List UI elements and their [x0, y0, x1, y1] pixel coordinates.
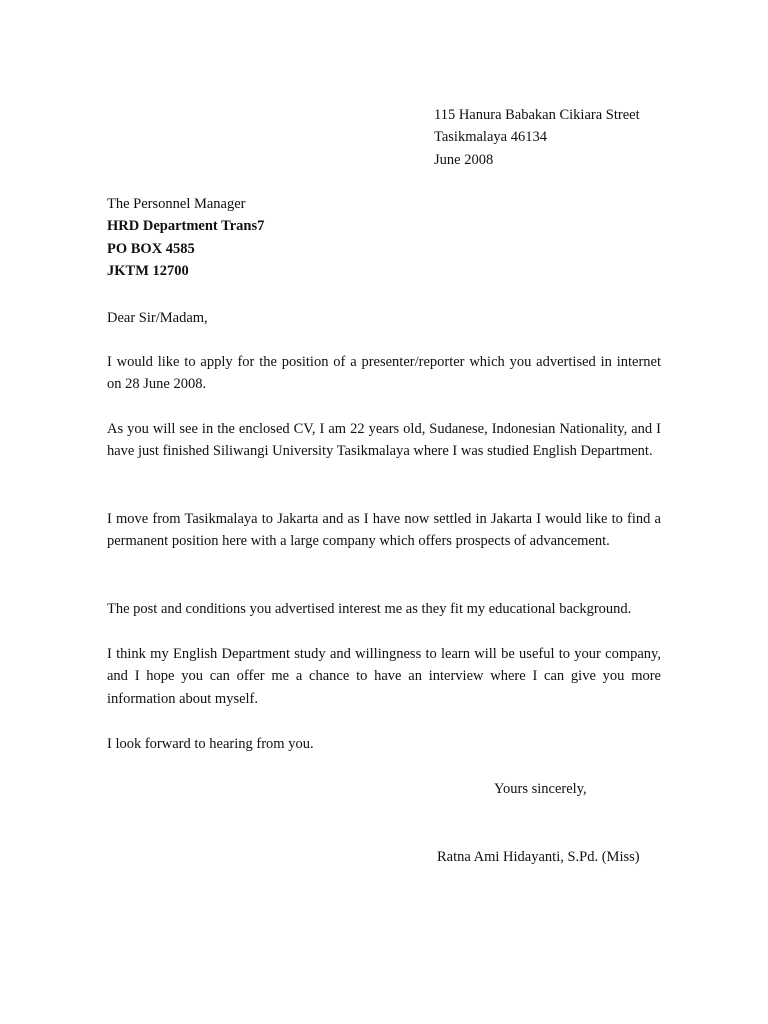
body-paragraph: As you will see in the enclosed CV, I am 22 years old, Sudanese, Indonesian Nationality, and I have just finished Siliwangi University Tasikmalaya where I was studied English Department. [107, 421, 661, 460]
body-paragraph: The post and conditions you advertised interest me as they fit my educational background. [107, 601, 632, 617]
body-paragraph: I move from Tasikmalaya to Jakarta and as I have now settled in Jakarta I would like to find a permanent position here with a large company which offers prospects of advancement. [107, 511, 661, 550]
salutation: Dear Sir/Madam, [107, 310, 208, 326]
body-paragraph: I would like to apply for the position of a presenter/reporter which you advertised in internet on 28 June 2008. [107, 354, 661, 393]
sender-address [434, 104, 734, 171]
recipient-postal-code: JKTM 12700 [107, 263, 189, 280]
recipient-title: The Personnel Manager [107, 196, 246, 212]
letter-date: June 2008 [434, 151, 494, 168]
recipient-address [107, 193, 667, 283]
sender-city: Tasikmalaya 46134 [434, 129, 547, 146]
closing: Yours sincerely, [494, 781, 587, 797]
body-paragraph: I look forward to hearing from you. [107, 736, 314, 752]
recipient-po-box: PO BOX 4585 [107, 240, 195, 257]
recipient-department: HRD Department Trans7 [107, 218, 265, 235]
body-paragraph: I think my English Department study and willingness to learn will be useful to your company, and I hope you can offer me a chance to have an interview where I can give you more information about myself. [107, 646, 661, 707]
sender-street: 115 Hanura Babakan Cikiara Street [434, 107, 640, 123]
signature-name: Ratna Ami Hidayanti, S.Pd. (Miss) [437, 849, 640, 865]
